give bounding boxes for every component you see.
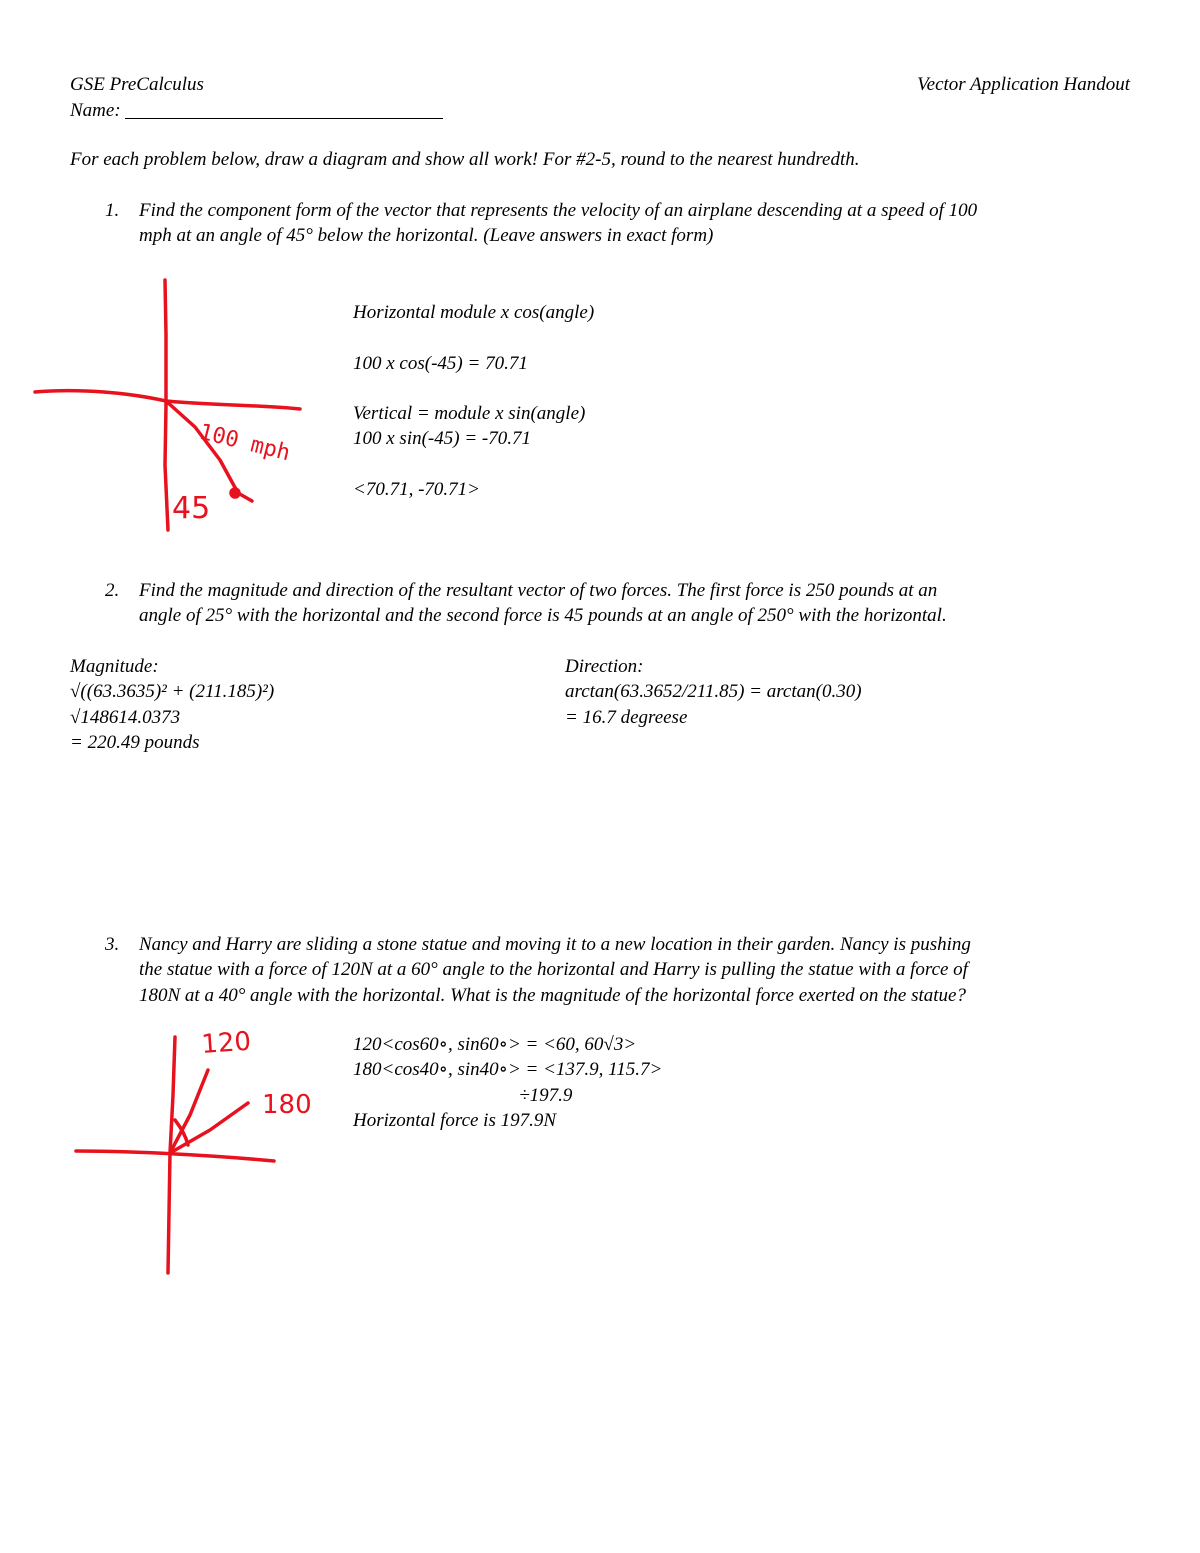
magnitude-line: √148614.0373 bbox=[70, 706, 181, 728]
problem-1-line: Find the component form of the vector that represents the velocity of an airplane descending at a speed of 100 bbox=[139, 200, 978, 221]
answer-line: Horizontal force is 197.9N bbox=[353, 1109, 557, 1131]
work-line bbox=[353, 452, 594, 477]
magnitude-line: √((63.3635)² + (211.185)²) bbox=[70, 681, 275, 703]
name-label: Name: bbox=[70, 100, 121, 121]
problem-2-line: Find the magnitude and direction of the resultant vector of two forces. The first force is 250 pounds at an bbox=[139, 580, 938, 601]
magnitude-answer: = 220.49 pounds bbox=[70, 731, 200, 753]
problem-2-statement bbox=[105, 578, 947, 629]
handout-title: Vector Application Handout bbox=[917, 74, 1130, 95]
work-line: Vertical = module x sin(angle) bbox=[353, 403, 586, 425]
horizontal-axis bbox=[76, 1151, 274, 1161]
direction-line: arctan(63.3652/211.85) = arctan(0.30) bbox=[565, 681, 862, 703]
problem-2-direction bbox=[565, 654, 862, 730]
vertical-axis bbox=[165, 280, 168, 530]
work-line bbox=[353, 376, 594, 401]
work-line: Horizontal module x cos(angle) bbox=[353, 302, 595, 323]
speed-label: 100 mph bbox=[196, 419, 293, 467]
label-120: 120 bbox=[200, 1026, 253, 1060]
problem-3-line: the statue with a force of 120N at a 60° angle to the horizontal and Harry is pulling the statue with a force of bbox=[139, 959, 968, 981]
instructions: For each problem below, draw a diagram and show all work! For #2-5, round to the nearest hundredth. bbox=[70, 149, 860, 170]
problem-1-number: 1. bbox=[105, 200, 120, 221]
work-line: 100 x sin(-45) = -70.71 bbox=[353, 428, 531, 450]
problem-1-work bbox=[353, 300, 594, 502]
answer-line: <70.71, -70.71> bbox=[353, 479, 480, 501]
problem-1-line: mph at an angle of 45° below the horizontal. (Leave answers in exact form) bbox=[139, 225, 714, 247]
problem-2-number: 2. bbox=[105, 580, 120, 601]
problem-3-line: Nancy and Harry are sliding a stone statue and moving it to a new location in their garden. Nancy is pushing bbox=[139, 934, 971, 955]
direction-answer: = 16.7 degreese bbox=[565, 706, 688, 728]
problem-2-magnitude bbox=[70, 654, 274, 755]
problem-3-diagram bbox=[70, 1025, 330, 1285]
work-line: 180<cos40∘, sin40∘> = <137.9, 115.7> bbox=[353, 1059, 663, 1081]
problem-1-diagram bbox=[30, 275, 330, 535]
name-row bbox=[70, 98, 443, 123]
problem-1-statement bbox=[105, 198, 977, 249]
direction-heading: Direction: bbox=[565, 656, 644, 677]
problem-3-number: 3. bbox=[105, 934, 120, 955]
work-line: 100 x cos(-45) = 70.71 bbox=[353, 352, 528, 374]
arrow-tail bbox=[238, 493, 252, 501]
problem-3-line: 180N at a 40° angle with the horizontal. What is the magnitude of the horizontal force exerted on the statue? bbox=[139, 984, 966, 1006]
work-line: ÷197.9 bbox=[353, 1084, 573, 1106]
magnitude-heading: Magnitude: bbox=[70, 656, 159, 677]
angle-label: 45 bbox=[172, 491, 211, 526]
label-180: 180 bbox=[262, 1090, 312, 1120]
problem-2-line: angle of 25° with the horizontal and the second force is 45 pounds at an angle of 250° with the horizontal. bbox=[139, 605, 947, 627]
problem-3-work bbox=[353, 1032, 662, 1133]
work-line bbox=[353, 325, 594, 350]
name-field[interactable] bbox=[125, 100, 443, 119]
course-title: GSE PreCalculus bbox=[70, 74, 204, 95]
work-line: 120<cos60∘, sin60∘> = <60, 60√3> bbox=[353, 1034, 637, 1055]
problem-3-statement bbox=[105, 932, 971, 1008]
